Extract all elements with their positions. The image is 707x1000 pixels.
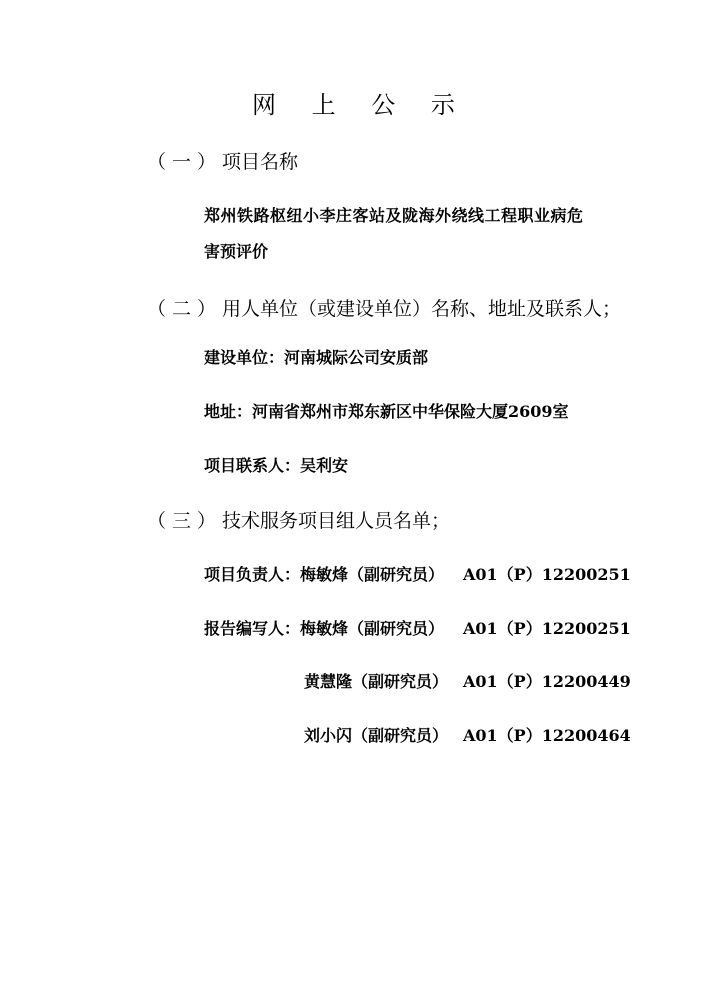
section-3-heading (147, 508, 450, 534)
section-1-number: （一） (147, 151, 223, 173)
section-3-title: 技术服务项目组人员名单； (222, 510, 451, 532)
member-name: 梅敏烽（副研究员） (300, 619, 445, 638)
contact-label: 项目联系人： (204, 456, 301, 475)
address-line (204, 401, 569, 423)
section-1-title: 项目名称 (222, 151, 299, 173)
construction-unit-value: 河南城际公司安质部 (284, 348, 429, 367)
section-2-number: （二） (147, 298, 223, 320)
member-name: 刘小闪（副研究员） (304, 726, 449, 745)
member-code: A01（P）12200251 (463, 565, 631, 584)
member-code: A01（P）12200251 (463, 619, 631, 638)
contact-line (204, 455, 348, 477)
section-3-number: （三） (147, 510, 223, 532)
member-row (204, 564, 444, 586)
member-code: A01（P）12200464 (463, 726, 631, 745)
project-name-line-2: 害预评价 (204, 242, 269, 261)
section-2-heading (147, 296, 621, 322)
project-name-line-1: 郑州铁路枢纽小李庄客站及陇海外绕线工程职业病危 (204, 206, 584, 225)
member-name: 黄慧隆（副研究员） (304, 672, 449, 691)
section-1-heading (147, 149, 298, 175)
member-name: 梅敏烽（副研究员） (300, 565, 445, 584)
construction-unit-label: 建设单位： (204, 348, 285, 367)
construction-unit-line (204, 347, 428, 369)
member-role: 项目负责人： (204, 565, 301, 584)
page-title: 网 上 公 示 (252, 91, 469, 119)
contact-value: 吴利安 (300, 456, 349, 475)
address-label: 地址： (204, 402, 253, 421)
member-row (204, 618, 444, 640)
member-code: A01（P）12200449 (463, 672, 631, 691)
section-2-title: 用人单位（或建设单位）名称、地址及联系人； (222, 298, 622, 320)
member-role: 报告编写人： (204, 619, 301, 638)
address-value: 河南省郑州市郑东新区中华保险大厦2609室 (252, 402, 569, 421)
